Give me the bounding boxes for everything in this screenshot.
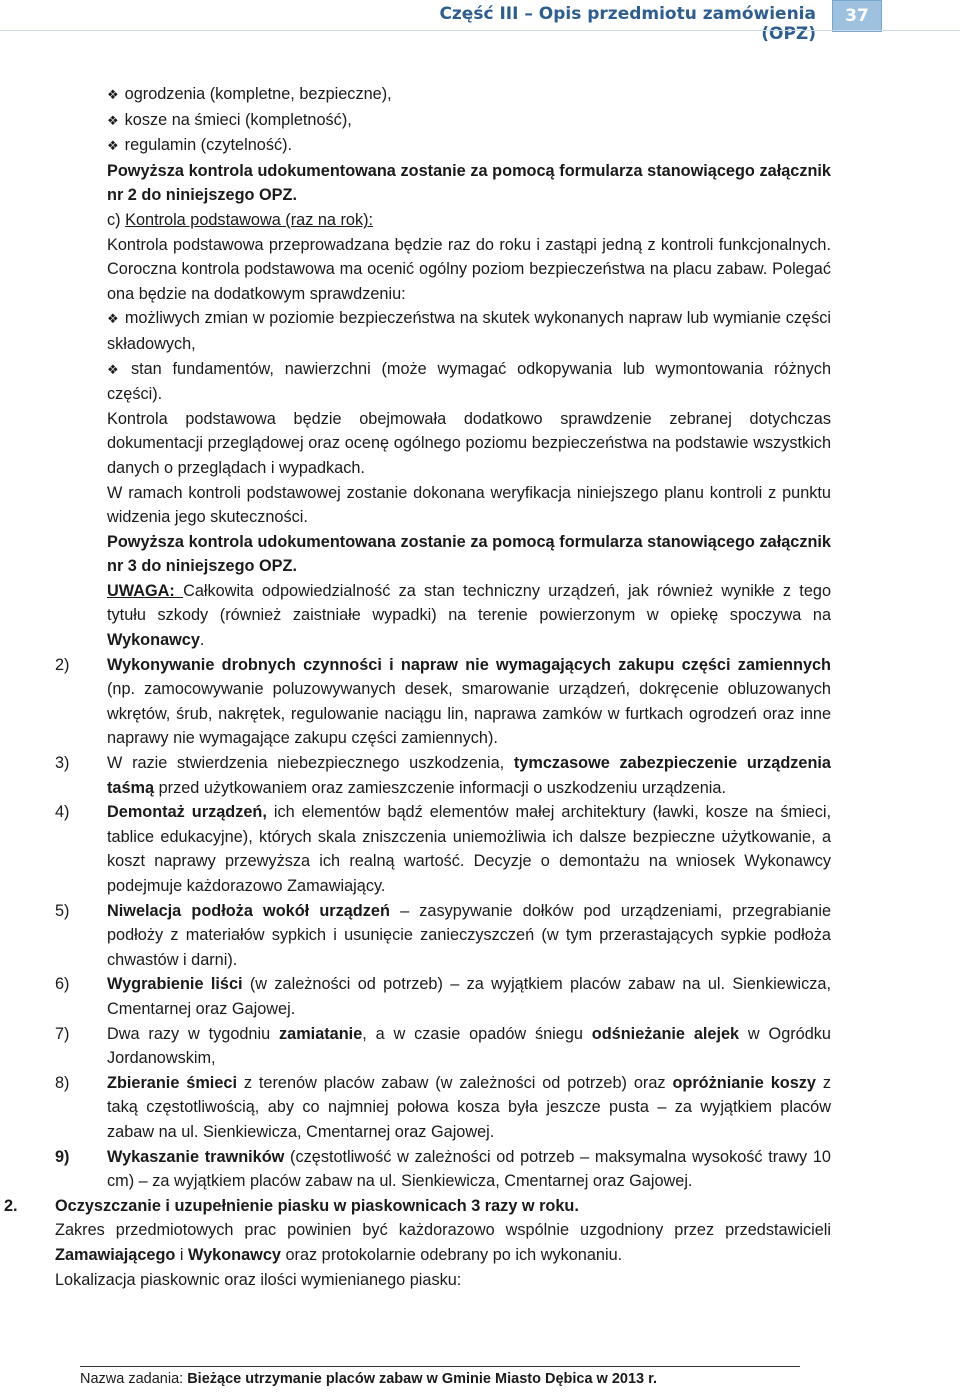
numbered-item: 2) Wykonywanie drobnych czynności i napraw nie wymagających zakupu części zamiennych (np. zamocowywanie poluzowywanych desek, smarowanie urządzeń, dokręcenie obluzowanych wkrętów, śrub, nakrętek, regulowanie naciągu lin, naprawa zamków w furtkach ogrodzeń oraz inne naprawy nie wymagające zakupu części zamiennych).	[55, 655, 831, 748]
page-number-badge: 37	[832, 0, 882, 32]
numbered-item: 3) W razie stwierdzenia niebezpiecznego uszkodzenia, tymczasowe zabezpieczenie urządzenia taśmą przed użytkowaniem oraz zamieszczenie informacji o uszkodzeniu urządzenia.	[55, 754, 831, 797]
form-reference-paragraph: Powyższa kontrola udokumentowana zostanie za pomocą formularza stanowiącego załącznik nr 3 do niniejszego OPZ.	[107, 532, 831, 576]
diamond-bullet-icon: ❖	[107, 361, 125, 377]
document-body	[0, 82, 960, 1292]
bullet-item: ❖ regulamin (czytelność).	[107, 136, 293, 155]
numbered-item: 7) Dwa razy w tygodniu zamiatanie, a w czasie opadów śniegu odśnieżanie alejek w Ogródku Jordanowskim,	[55, 1024, 831, 1068]
section-paragraph: Lokalizacja piaskownic oraz ilości wymienianego piasku:	[55, 1270, 462, 1289]
numbered-item: 4) Demontaż urządzeń, ich elementów bądź elementów małej architektury (ławki, kosze na śmieci, tablice edukacyjne), których skala zniszczenia uniemożliwia ich dalsze bezpieczne użytkowanie, a koszt naprawy przewyższa ich realną wartość. Decyzje o demontażu na wniosek Wykonawcy podejmuje każdorazowo Zamawiający.	[55, 803, 831, 895]
diamond-bullet-icon: ❖	[107, 87, 119, 102]
numbered-item: 8) Zbieranie śmieci z terenów placów zabaw (w zależności od potrzeb) oraz opróżnianie koszy z taką częstotliwością, aby co najmniej połowa kosza była jeszcze pusta – za wyjątkiem placów zabaw na ul. Sienkiewicza, Cmentarnej oraz Gajowej.	[55, 1073, 831, 1141]
bullet-item: ❖ stan fundamentów, nawierzchni (może wymagać odkopywania lub wymontowania różnych części).	[107, 359, 832, 404]
subsection-heading: c) Kontrola podstawowa (raz na rok):	[107, 210, 374, 229]
verification-paragraph: W ramach kontroli podstawowej zostanie dokonana weryfikacja niniejszego planu kontroli z punktu widzenia jego skuteczności.	[107, 483, 831, 527]
numbered-item: 5) Niwelacja podłoża wokół urządzeń – zasypywanie dołków pod urządzeniami, przegrabianie podłoży z materiałów sypkich i usunięcie zanieczyszczeń (w tym przerastających sypkie podłoża chwastów i darni).	[55, 901, 832, 969]
bullet-item: ❖ ogrodzenia (kompletne, bezpieczne),	[107, 85, 392, 103]
warning-paragraph: UWAGA: Całkowita odpowiedzialność za stan techniczny urządzeń, jak również wynikłe z tego tytułu szkody (również zaistniałe wypadki) na terenie powierzonym w opiekę spoczywa na Wykonawcy.	[107, 581, 831, 650]
footer-task-name: Bieżące utrzymanie placów zabaw w Gminie Miasto Dębica w 2013 r.	[187, 1371, 658, 1387]
footer-divider	[80, 1366, 800, 1367]
diamond-bullet-icon: ❖	[107, 138, 119, 154]
numbered-item: 6) Wygrabienie liści (w zależności od potrzeb) – za wyjątkiem placów zabaw na ul. Sienkiewicza, Cmentarnej oraz Gajowej.	[55, 975, 831, 1018]
diamond-bullet-icon: ❖	[107, 311, 119, 327]
footer-label: Nazwa zadania:	[80, 1371, 188, 1387]
header-title: Część III – Opis przedmiotu zamówienia (OPZ)	[439, 4, 816, 44]
section-heading: 2. Oczyszczanie i uzupełnienie piasku w piaskownicach 3 razy w roku.	[4, 1196, 579, 1215]
header-divider	[0, 30, 960, 31]
section-paragraph: Zakres przedmiotowych prac powinien być każdorazowo wspólnie uzgodniony przez przedstawicieli Zamawiającego i Wykonawcy oraz protokolarnie odebrany po ich wykonaniu.	[55, 1221, 831, 1264]
diamond-bullet-icon: ❖	[107, 112, 119, 128]
numbered-item: 9) Wykaszanie trawników (częstotliwość w zależności od potrzeb – maksymalna wysokość trawy 10 cm) – za wyjątkiem placów zabaw na ul. Sienkiewicza, Cmentarnej oraz Gajowej.	[55, 1147, 831, 1191]
bullet-item: ❖ możliwych zmian w poziomie bezpieczeństwa na skutek wykonanych napraw lub wymianie części składowych,	[107, 309, 832, 353]
basic-inspection-paragraph: Kontrola podstawowa przeprowadzana będzie raz do roku i zastąpi jedną z kontroli funkcjonalnych. Coroczna kontrola podstawowa ma ocenić ogólny poziom bezpieczeństwa na placu zabaw. Polegać ona będzie na dodatkowym sprawdzeniu:	[107, 235, 831, 303]
form-reference-paragraph: Powyższa kontrola udokumentowana zostanie za pomocą formularza stanowiącego załącznik nr 2 do niniejszego OPZ.	[107, 161, 831, 205]
page-footer	[80, 1371, 880, 1387]
documentation-paragraph: Kontrola podstawowa będzie obejmowała dodatkowo sprawdzenie zebranej dotychczas dokumentacji przeglądowej oraz ocenę ogólnego poziomu bezpieczeństwa na podstawie wszystkich danych o przeglądach i wypadkach.	[107, 409, 831, 477]
bullet-item: ❖ kosze na śmieci (kompletność),	[107, 110, 352, 129]
